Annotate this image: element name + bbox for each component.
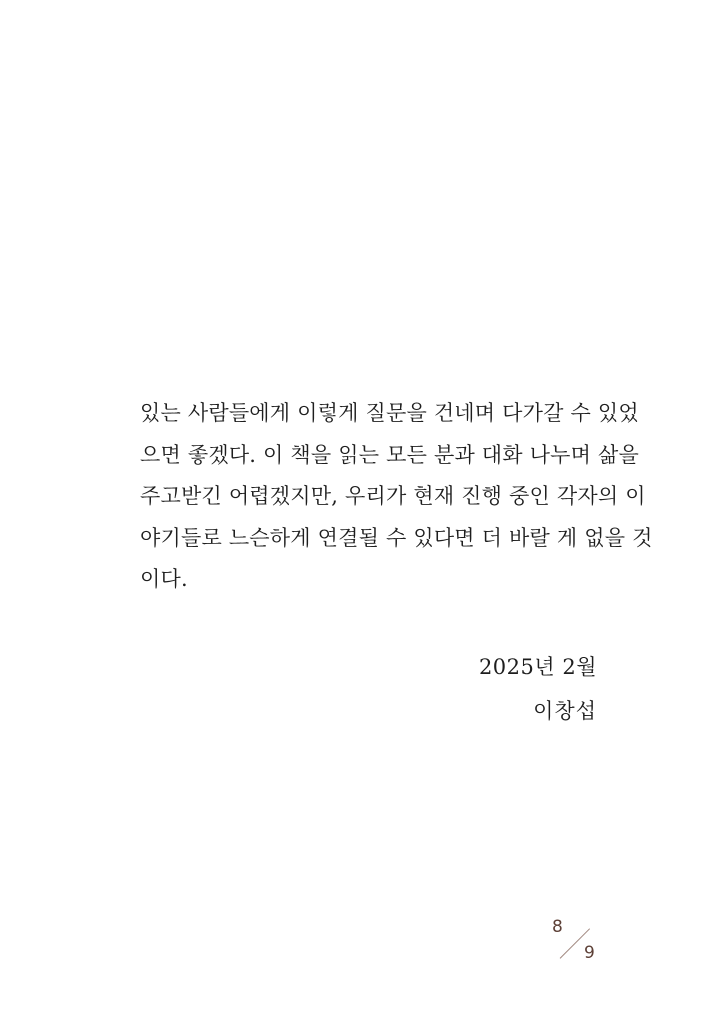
- body-line-4: 야기들로 느슨하게 연결될 수 있다면 더 바랄 게 없을 것: [140, 525, 653, 550]
- body-paragraph: [140, 393, 653, 601]
- body-line-5: 이다.: [140, 567, 188, 592]
- body-line-3: 주고받긴 어렵겠지만, 우리가 현재 진행 중인 각자의 이: [140, 484, 646, 509]
- page-indicator: [548, 916, 604, 970]
- signature-date: 2025년 2월: [478, 655, 597, 679]
- body-line-1: 있는 사람들에게 이렇게 질문을 건네며 다가갈 수 있었: [140, 401, 639, 425]
- body-line-2: 으면 좋겠다. 이 책을 읽는 모든 분과 대화 나누며 삶을: [140, 442, 639, 467]
- signature-author: 이창섭: [533, 699, 597, 723]
- page-number-current: 8: [552, 917, 563, 937]
- page-number-next: 9: [584, 943, 595, 963]
